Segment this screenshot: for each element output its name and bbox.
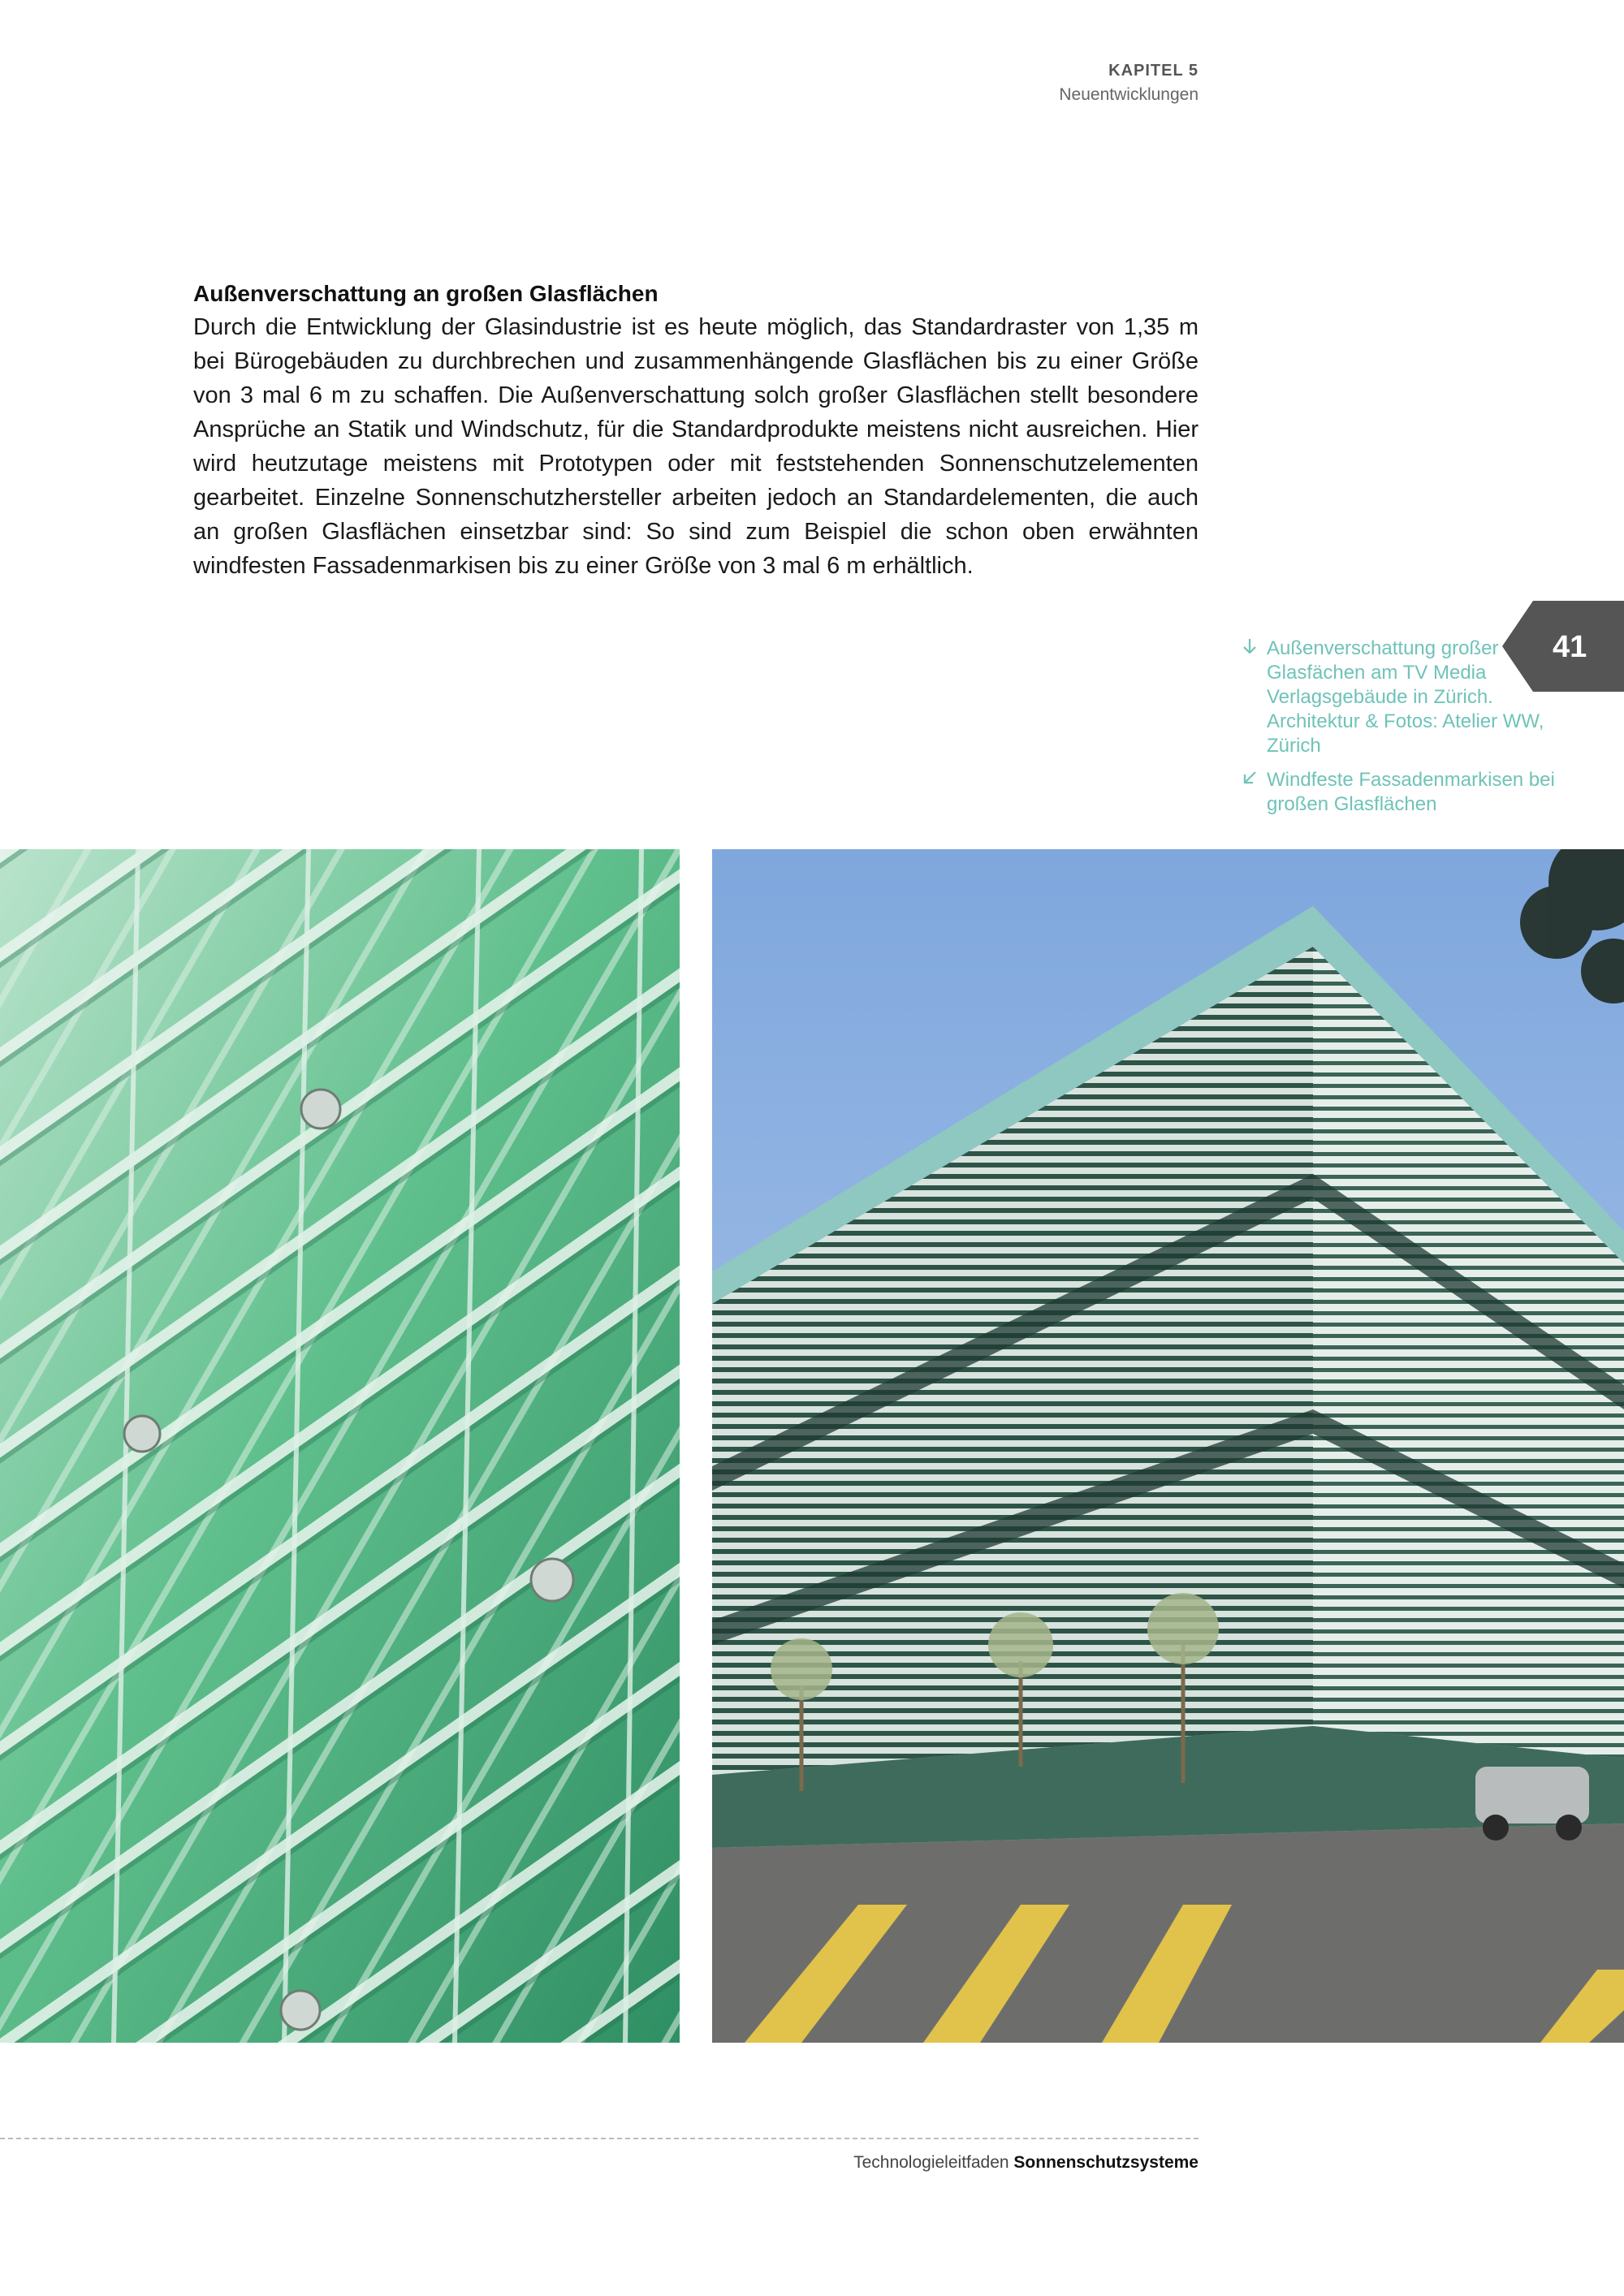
chapter-header [1059,62,1199,105]
caption-text: Windfeste Fassadenmarkisen bei großen Glasflächen [1267,769,1555,815]
caption-item [1239,768,1580,817]
photo-glass-louvres-closeup [0,849,680,2043]
footer-divider [0,2138,1199,2139]
footer-prefix: Technologieleitfaden [853,2153,1009,2172]
article-heading: Außenverschattung an großen Glasflächen [193,281,659,306]
chapter-number: KAPITEL 5 [1108,62,1199,80]
chapter-title: Neuentwicklungen [1059,85,1199,104]
page-number: 41 [1553,630,1587,664]
article [193,281,1199,583]
footer-title: Sonnenschutzsysteme [1013,2153,1199,2172]
caption-text: Außenverschattung großer Glasfächen am TV Media Verlagsgebäude in Zürich. Architektur & Fotos: Atelier WW, Zürich [1267,637,1544,757]
arrow-down-icon [1241,637,1262,662]
photo-captions [1239,637,1580,826]
footer [853,2153,1199,2173]
article-body: Durch die Entwicklung der Glasindustrie ist es heute möglich, das Standardraster von 1,35 m bei Bürogebäuden zu durchbrechen und zusammenhängende Glasflächen bis zu einer Größe von 3 mal 6 m zu schaffen. Die Außenverschattung solch großer Glasflächen stellt besondere Ansprüche an Statik und Windschutz, für die Standardprodukte meistens nicht ausreichen. Hier wird heutzutage meistens mit Prototypen oder mit feststehenden Sonnenschutzelementen gearbeitet. Einzelne Sonnenschutzhersteller arbeiten jedoch an Standardelementen, die auch an großen Glasflächen einsetzbar sind: So sind zum Beispiel die schon oben erwähnten windfesten Fassadenmarkisen bis zu einer Größe von 3 mal 6 m erhältlich. [193,314,1199,579]
caption-item [1239,637,1580,758]
photo-tv-media-building [712,849,1624,2043]
arrow-down-left-icon [1241,768,1262,794]
